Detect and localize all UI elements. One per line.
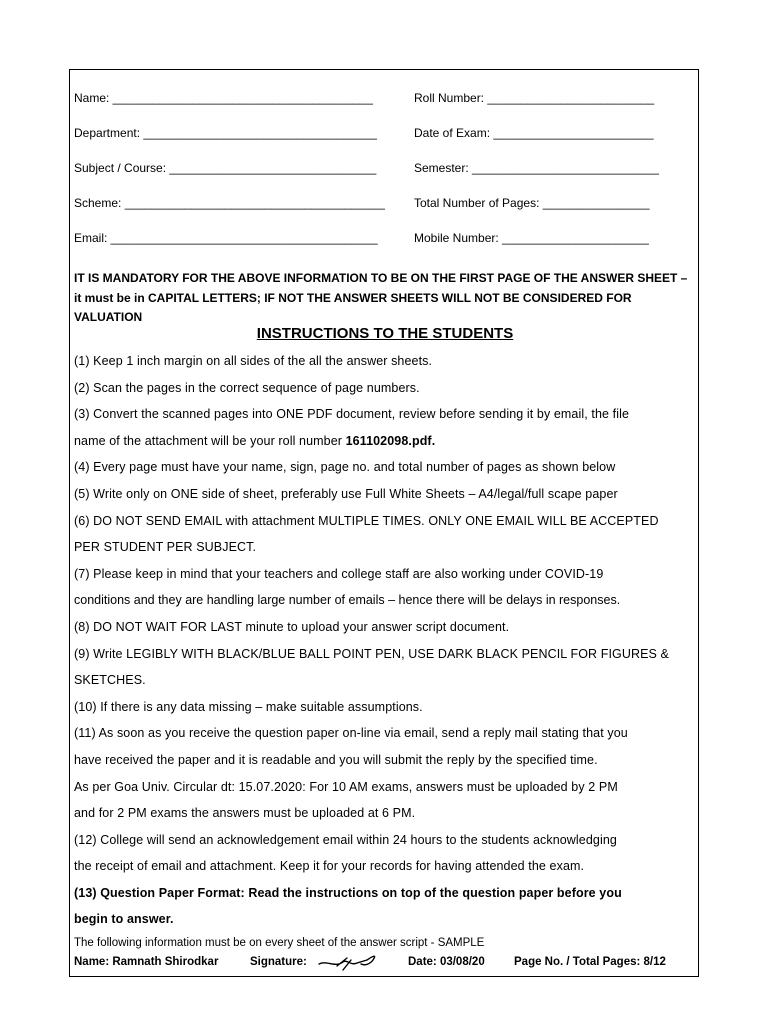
instruction-line: (2) Scan the pages in the correct sequence of page numbers. — [74, 380, 420, 395]
instruction-line: (8) DO NOT WAIT FOR LAST minute to upload your answer script document. — [74, 619, 510, 634]
mandatory-notice: IT IS MANDATORY FOR THE ABOVE INFORMATION TO BE ON THE FIRST PAGE OF THE ANSWER SHEET – it must be in CAPITAL LETTERS; IF NOT THE ANSWER SHEETS WILL NOT BE CONSIDERED FOR VALUATION — [74, 271, 688, 324]
instruction-line: have received the paper and it is readable and you will submit the reply by the specified time. — [74, 752, 598, 767]
name-field: Name: _______________________________________ — [74, 91, 373, 105]
instruction-line — [74, 428, 698, 455]
instruction-line: begin to answer. — [74, 912, 174, 927]
instruction-line: (7) Please keep in mind that your teachers and college staff are also working under COVID-19 — [74, 566, 604, 581]
scheme-field: Scheme: _______________________________________ — [74, 196, 385, 210]
sample-signature-label: Signature: — [250, 956, 307, 968]
answer-sheet — [69, 69, 699, 977]
department-field: Department: ___________________________________ — [74, 126, 377, 140]
instruction-line: PER STUDENT PER SUBJECT. — [74, 540, 257, 555]
instruction-line: (5) Write only on ONE side of sheet, preferably use Full White Sheets – A4/legal/full scape paper — [74, 486, 618, 501]
instruction-line: (3) Convert the scanned pages into ONE PDF document, review before sending it by email, the file — [74, 407, 630, 422]
sample-name: Name: Ramnath Shirodkar — [74, 956, 219, 968]
semester-field: Semester: ____________________________ — [414, 161, 659, 175]
instruction-line: and for 2 PM exams the answers must be uploaded at 6 PM. — [74, 806, 416, 821]
date-of-exam-field: Date of Exam: ________________________ — [414, 126, 654, 140]
instruction-line: (9) Write LEGIBLY WITH BLACK/BLUE BALL POINT PEN, USE DARK BLACK PENCIL FOR FIGURES & — [74, 646, 669, 661]
mobile-number-field: Mobile Number: ______________________ — [414, 231, 649, 245]
instruction-line: (1) Keep 1 inch margin on all sides of the all the answer sheets. — [74, 354, 433, 368]
instruction-line: SKETCHES. — [74, 673, 146, 688]
instruction-line: As per Goa Univ. Circular dt: 15.07.2020: For 10 AM exams, answers must be uploaded by 2 PM — [74, 779, 618, 794]
instruction-line: conditions and they are handling large number of emails – hence there will be delays in responses. — [74, 593, 621, 608]
instructions-heading: INSTRUCTIONS TO THE STUDENTS — [256, 325, 514, 342]
sample-note: The following information must be on every sheet of the answer script - SAMPLE — [74, 937, 485, 949]
instruction-line: the receipt of email and attachment. Keep it for your records for having attended the exam. — [74, 859, 585, 874]
roll-number-field: Roll Number: _________________________ — [414, 91, 655, 105]
instruction-line: (10) If there is any data missing – make suitable assumptions. — [74, 699, 423, 714]
sample-page-count: Page No. / Total Pages: 8/12 — [514, 956, 666, 968]
instruction-line: (13) Question Paper Format: Read the instructions on top of the question paper before you — [74, 885, 622, 900]
instruction-line: (6) DO NOT SEND EMAIL with attachment MULTIPLE TIMES. ONLY ONE EMAIL WILL BE ACCEPTED — [74, 513, 659, 528]
instruction-line: (4) Every page must have your name, sign, page no. and total number of pages as shown below — [74, 460, 616, 475]
roll-number-filename: 161102098.pdf. — [345, 433, 436, 448]
instruction-line: (11) As soon as you receive the question paper on-line via email, send a reply mail stating that you — [74, 726, 628, 741]
instructions-list — [74, 348, 698, 933]
instruction-text: name of the attachment will be your roll number — [74, 433, 346, 448]
subject-field: Subject / Course: _______________________________ — [74, 161, 377, 175]
email-field: Email: ________________________________________ — [74, 231, 378, 245]
instruction-line: (12) College will send an acknowledgement email within 24 hours to the students acknowledging — [74, 832, 617, 847]
total-pages-field: Total Number of Pages: ________________ — [414, 196, 650, 210]
sample-date: Date: 03/08/20 — [408, 956, 485, 968]
signature-scribble-icon — [317, 950, 379, 974]
